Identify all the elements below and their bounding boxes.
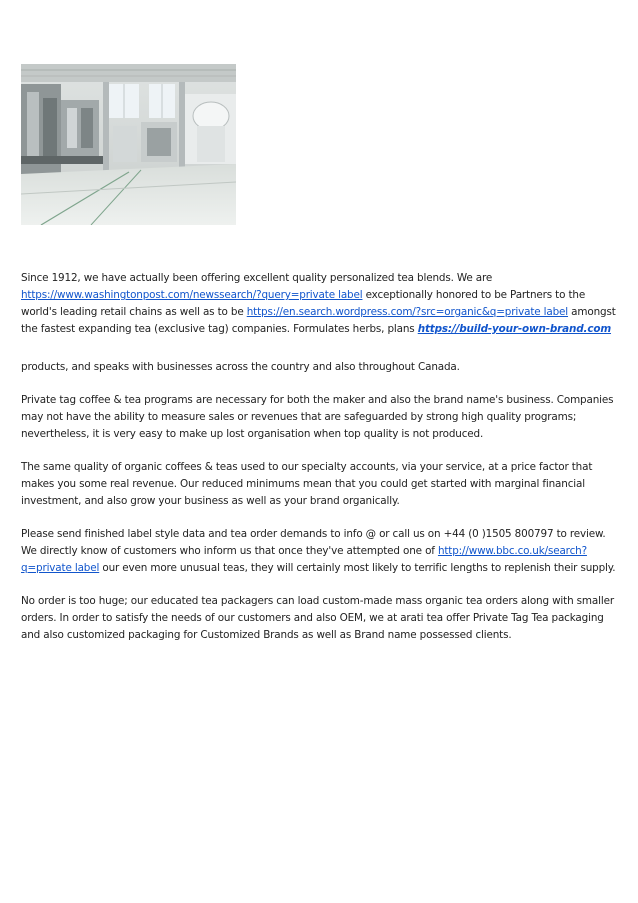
build-your-own-brand-link[interactable]: https://build-your-own-brand.com (417, 323, 612, 335)
contact-text-1: Please send finished label style data and tea order demands to info @ or call us on +44 (0 )1505 800797 to review. We directly know of customers who inform us that once they've attempted one of (21, 528, 606, 557)
paragraph-products: products, and speaks with businesses across the country and also throughout Canada. (21, 361, 460, 373)
intro-text-1: Since 1912, we have actually been offering excellent quality personalized tea blends. We are (21, 272, 493, 284)
paragraph-intro (21, 270, 617, 338)
paragraph-orders: No order is too huge; our educated tea packagers can load custom-made mass organic tea orders along with smaller orders. In order to satisfy the needs of our customers and also OEM, we at arati tea offer Private Tag Tea packaging and also customized packaging for Customized Brands as well as Brand name possessed clients. (21, 595, 614, 641)
paragraph-quality: The same quality of organic coffees & teas used to our specialty accounts, via your service, at a price factor that makes you some real revenue. Our reduced minimums mean that you could get started with marginal financial investment, and also grow your business as well as your brand organically. (21, 461, 593, 507)
intro-text-2: exceptionally honored to be Partners to the world's leading retail chains as well as to be (21, 289, 586, 318)
bbc-link[interactable]: http://www.bbc.co.uk/search?q=private label (21, 545, 587, 574)
article-body (21, 270, 617, 660)
intro-text-3: amongst the fastest expanding tea (exclusive tag) companies. Formulates herbs, plans (21, 306, 616, 335)
paragraph-contact (21, 526, 617, 577)
wordpress-link[interactable]: https://en.search.wordpress.com/?src=organic&q=private label (246, 306, 569, 318)
factory-photo (21, 64, 236, 225)
washingtonpost-link[interactable]: https://www.washingtonpost.com/newssearch/?query=private label (21, 289, 363, 301)
contact-text-2: our even more unusual teas, they will certainly most likely to terrific lengths to replenish their supply. (99, 562, 616, 574)
factory-photo-icon (21, 64, 236, 225)
paragraph-private-tag: Private tag coffee & tea programs are necessary for both the maker and also the brand name's business. Companies may not have the ability to measure sales or revenues that are safeguarded by strong high quality programs; nevertheless, it is very easy to make up lost organisation when top quality is not produced. (21, 394, 614, 440)
